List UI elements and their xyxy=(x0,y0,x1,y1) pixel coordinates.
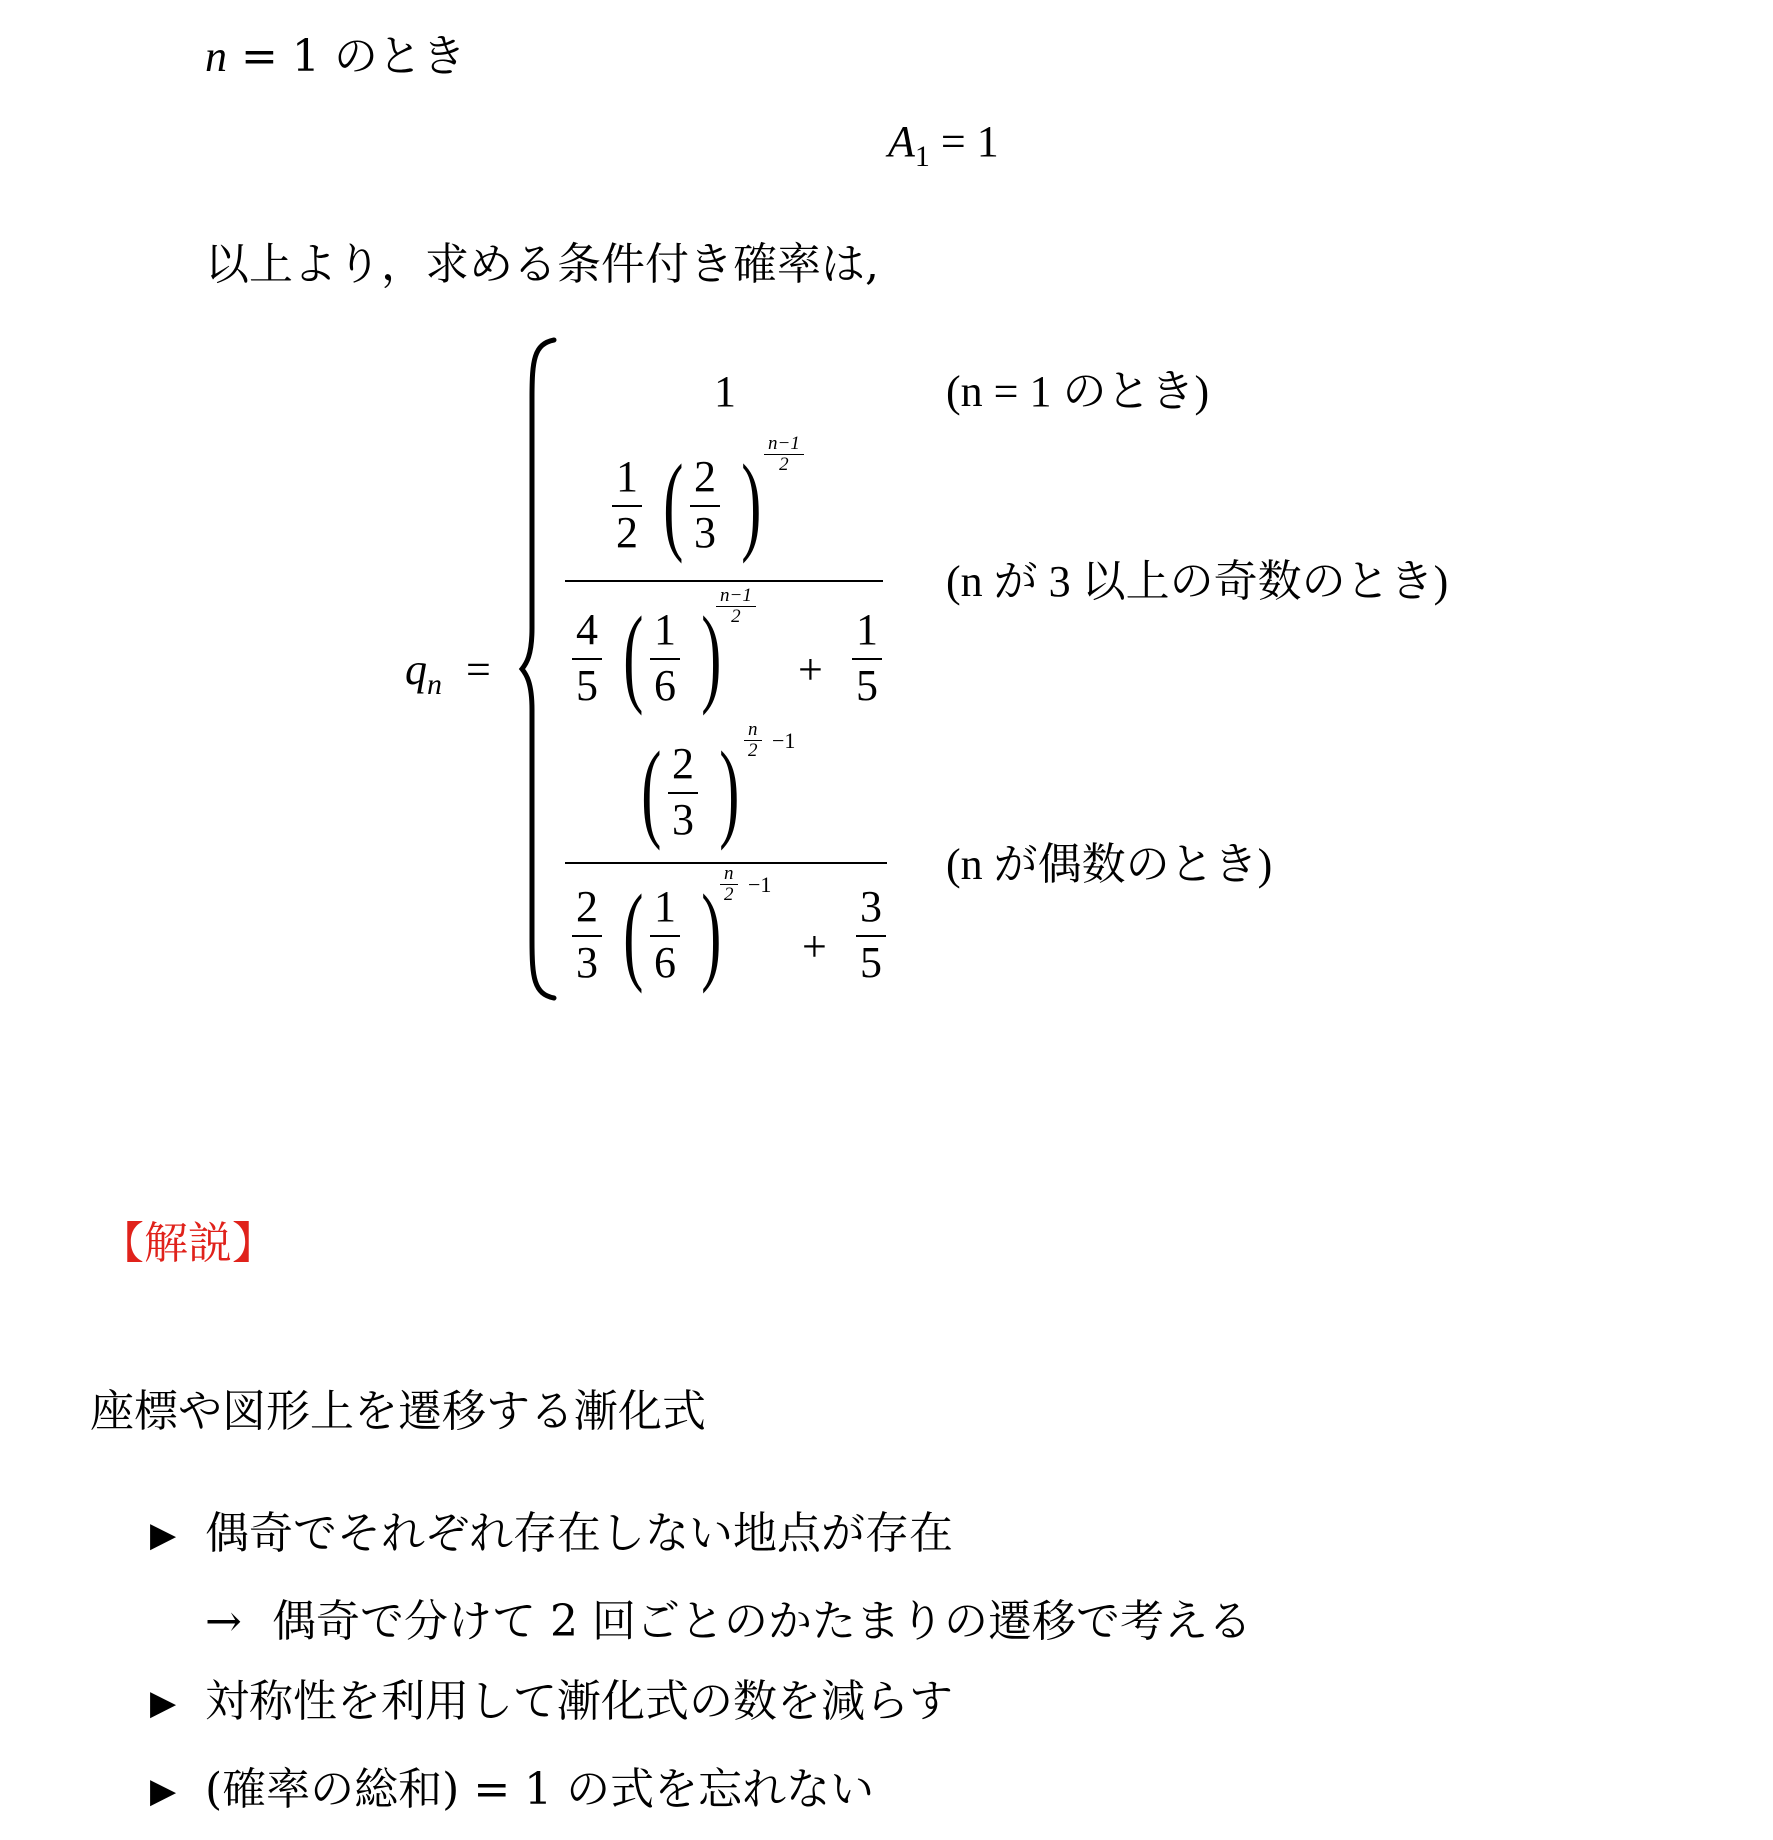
case1-condition: (n = 1 のとき) xyxy=(946,367,1210,416)
exponent-numerator: n−1 xyxy=(768,433,800,454)
commentary-heading: 【解説】 xyxy=(100,1218,276,1269)
case2-main-fraction-bar xyxy=(565,580,883,582)
case3-plus: + xyxy=(802,922,827,971)
fraction-numerator: 1 xyxy=(654,882,676,931)
left-paren: ( xyxy=(623,872,644,994)
case2-den-base xyxy=(650,605,680,710)
left-paren: ( xyxy=(663,442,684,564)
case3-num-exponent xyxy=(744,720,762,760)
fraction-denominator: 3 xyxy=(694,508,716,557)
formula-lhs xyxy=(405,645,442,701)
exponent-denominator: 2 xyxy=(779,454,789,475)
case-n1-lead xyxy=(205,31,466,82)
fraction-denominator: 3 xyxy=(576,938,598,987)
fraction-denominator: 5 xyxy=(856,661,878,710)
exponent-denominator: 2 xyxy=(748,740,758,761)
bullet-text-3: (確率の総和) = 1 の式を忘れない xyxy=(205,1764,875,1815)
bullet-text-1: 偶奇でそれぞれ存在しない地点が存在 xyxy=(205,1508,953,1559)
case3-condition: (n が偶数のとき) xyxy=(946,840,1273,889)
exponent-numerator: n−1 xyxy=(720,585,752,606)
fraction-denominator: 5 xyxy=(860,938,882,987)
case3-num-exponent-tail: −1 xyxy=(772,728,796,753)
var-q: q xyxy=(405,645,427,694)
fraction-numerator: 1 xyxy=(654,605,676,654)
fraction-numerator: 1 xyxy=(616,452,638,501)
case3-den-exponent xyxy=(720,864,738,904)
exponent-denominator: 2 xyxy=(731,606,741,627)
equation-a1-rhs: = 1 xyxy=(929,117,999,166)
fraction-numerator: 1 xyxy=(856,605,878,654)
case1-value: 1 xyxy=(714,367,736,416)
commentary-topic: 座標や図形上を遷移する漸化式 xyxy=(90,1386,706,1437)
left-paren: ( xyxy=(623,594,644,716)
bullet-icon: ▶ xyxy=(150,1683,177,1723)
case2-den-exponent xyxy=(716,586,756,626)
left-paren: ( xyxy=(641,729,662,851)
exponent-numerator: n xyxy=(724,863,734,884)
case2-num-base xyxy=(690,452,720,557)
var-n: n xyxy=(205,32,227,81)
case2-num-coefficient xyxy=(612,452,642,557)
case3-den-exponent-tail: −1 xyxy=(748,872,772,897)
right-paren: ) xyxy=(741,442,762,564)
fraction-numerator: 4 xyxy=(576,605,598,654)
arrow-icon: → xyxy=(205,1596,242,1647)
exponent-numerator: n xyxy=(748,719,758,740)
fraction-denominator: 6 xyxy=(654,938,676,987)
subpoint-text: 偶奇で分けて 2 回ごとのかたまりの遷移で考える xyxy=(272,1596,1252,1647)
case2-num-exponent xyxy=(764,434,804,474)
bullet-icon: ▶ xyxy=(150,1515,177,1555)
subscript-n: n xyxy=(427,668,442,701)
right-paren: ) xyxy=(701,594,722,716)
case3-den-base xyxy=(650,882,680,987)
formula-equals: = xyxy=(466,645,491,694)
fraction-numerator: 2 xyxy=(576,882,598,931)
fraction-denominator: 5 xyxy=(576,661,598,710)
left-brace xyxy=(520,338,560,1000)
exponent-denominator: 2 xyxy=(724,884,734,905)
bullet-icon: ▶ xyxy=(150,1771,177,1811)
right-paren: ) xyxy=(719,729,740,851)
case3-den-addend xyxy=(856,882,886,987)
fraction-denominator: 2 xyxy=(616,508,638,557)
fraction-numerator: 2 xyxy=(694,452,716,501)
case2-den-coefficient xyxy=(572,605,602,710)
subscript-1: 1 xyxy=(914,140,930,173)
case2-den-addend xyxy=(852,605,882,710)
fraction-numerator: 2 xyxy=(672,739,694,788)
case2-condition: (n が 3 以上の奇数のとき) xyxy=(946,557,1449,606)
right-paren: ) xyxy=(701,872,722,994)
equation-a1 xyxy=(888,117,999,173)
case-n1-lead-text: = 1 のとき xyxy=(227,31,466,82)
bullet-text-2: 対称性を利用して漸化式の数を減らす xyxy=(205,1676,953,1727)
fraction-numerator: 3 xyxy=(860,882,882,931)
var-a: A xyxy=(888,117,915,166)
fraction-denominator: 6 xyxy=(654,661,676,710)
fraction-denominator: 3 xyxy=(672,795,694,844)
case3-den-coefficient xyxy=(572,882,602,987)
case3-num-base xyxy=(668,739,698,844)
case2-plus: + xyxy=(798,645,823,694)
conclusion-text: 以上より，求める条件付き確率は, xyxy=(205,239,879,290)
